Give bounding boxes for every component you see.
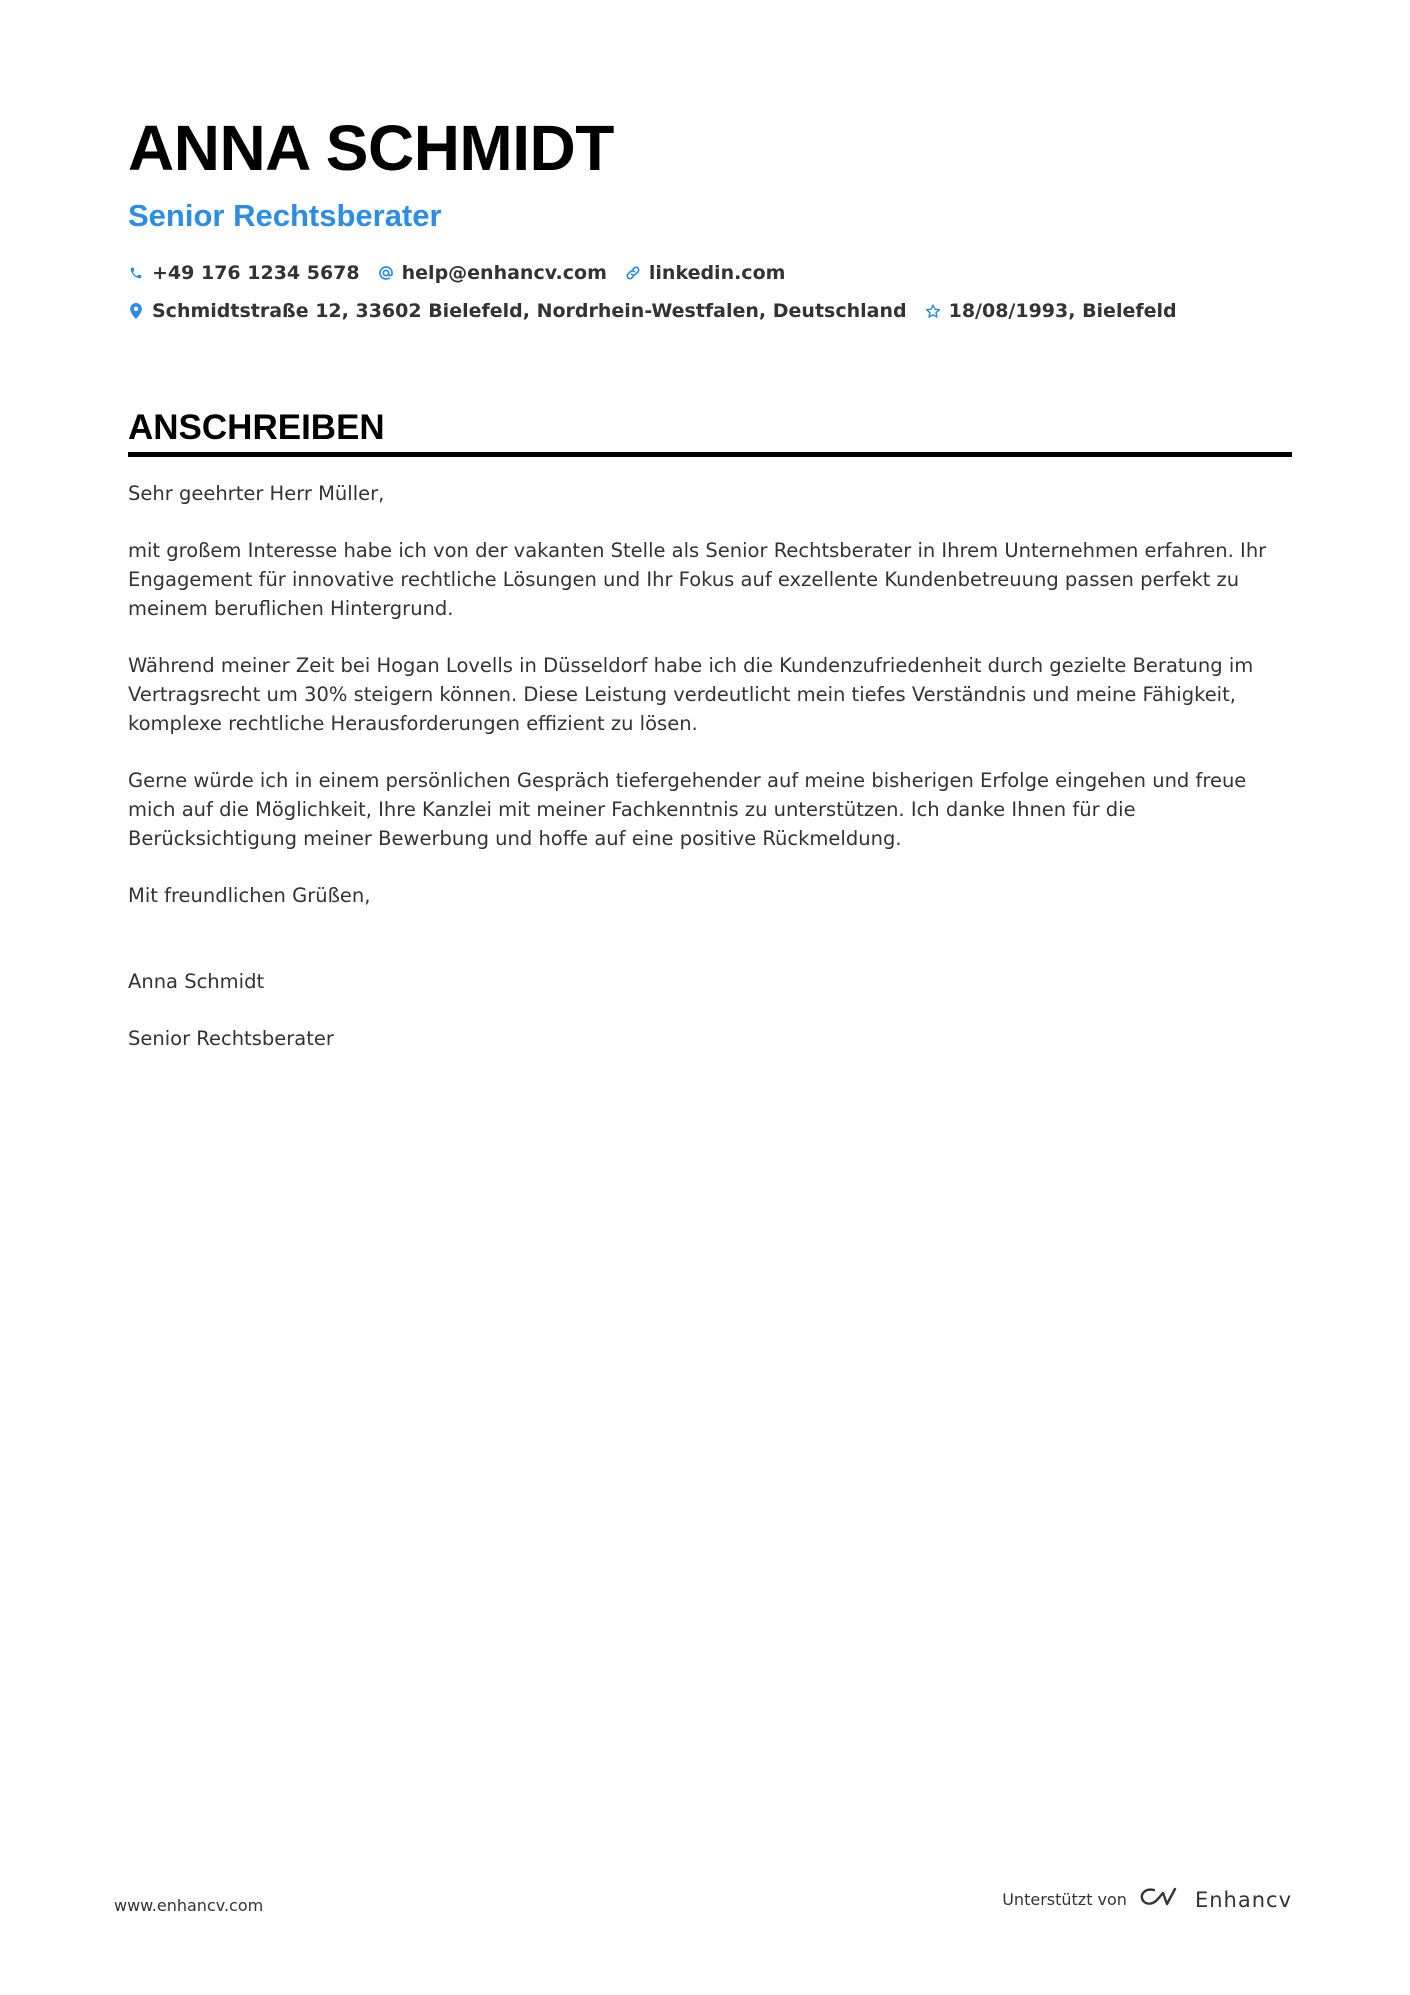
enhancv-logo-icon [1139, 1884, 1185, 1915]
salutation: Sehr geehrter Herr Müller, [128, 482, 385, 505]
location-pin-icon [128, 302, 144, 320]
phone-text: +49 176 1234 5678 [152, 262, 360, 284]
header [128, 108, 1292, 330]
birth-text: 18/08/1993, Bielefeld [948, 300, 1177, 322]
contact-birth [925, 300, 1177, 322]
address-text: Schmidtstraße 12, 33602 Bielefeld, Nordrhein-Westfalen, Deutschland [152, 300, 907, 322]
linkedin-text[interactable]: linkedin.com [648, 262, 786, 284]
brand-name: Enhancv [1194, 1887, 1292, 1912]
signature-title: Senior Rechtsberater [128, 1027, 334, 1050]
phone-icon [128, 264, 144, 282]
contact-row-2 [128, 292, 1292, 330]
candidate-title: Senior Rechtsberater [128, 198, 442, 233]
contact-row-1 [128, 254, 1292, 292]
letter-body [128, 479, 1292, 1053]
star-icon [925, 302, 941, 320]
footer-branding [1002, 1884, 1292, 1915]
contact-phone [128, 262, 360, 284]
contact-address [128, 300, 907, 322]
section-divider [128, 452, 1292, 457]
brand[interactable] [1139, 1884, 1292, 1915]
link-icon [625, 264, 641, 282]
contact-email[interactable] [378, 262, 607, 284]
paragraph-3: Gerne würde ich in einem persönlichen Gespräch tiefergehender auf meine bisherigen Erfolge eingehen und freue mich auf die Möglichkeit, Ihre Kanzlei mit meiner Fachkenntnis zu unterstützen. Ich danke Ihnen für die Berücksichtigung meiner Bewerbung und hoffe auf eine positive Rückmeldung. [128, 769, 1247, 850]
email-text[interactable]: help@enhancv.com [401, 262, 607, 284]
footer-website[interactable]: www.enhancv.com [114, 1896, 264, 1915]
candidate-name: ANNA SCHMIDT [128, 112, 614, 184]
at-icon [378, 264, 394, 282]
paragraph-2: Während meiner Zeit bei Hogan Lovells in Düsseldorf habe ich die Kundenzufriedenheit durch gezielte Beratung im Vertragsrecht um 30% steigern können. Diese Leistung verdeutlicht mein tiefes Verständnis und meine Fähigkeit, komplexe rechtliche Herausforderungen effizient zu lösen. [128, 654, 1254, 735]
powered-by-text: Unterstützt von [1002, 1890, 1127, 1909]
paragraph-1: mit großem Interesse habe ich von der vakanten Stelle als Senior Rechtsberater in Ihrem Unternehmen erfahren. Ihr Engagement für innovative rechtliche Lösungen und Ihr Fokus auf exzellente Kundenbetreuung passen perfekt zu meinem beruflichen Hintergrund. [128, 539, 1267, 620]
closing: Mit freundlichen Grüßen, [128, 884, 371, 907]
section-title: ANSCHREIBEN [128, 408, 385, 447]
signature-name: Anna Schmidt [128, 970, 265, 993]
cover-letter-section [128, 404, 1292, 1081]
contact-linkedin[interactable] [625, 262, 786, 284]
